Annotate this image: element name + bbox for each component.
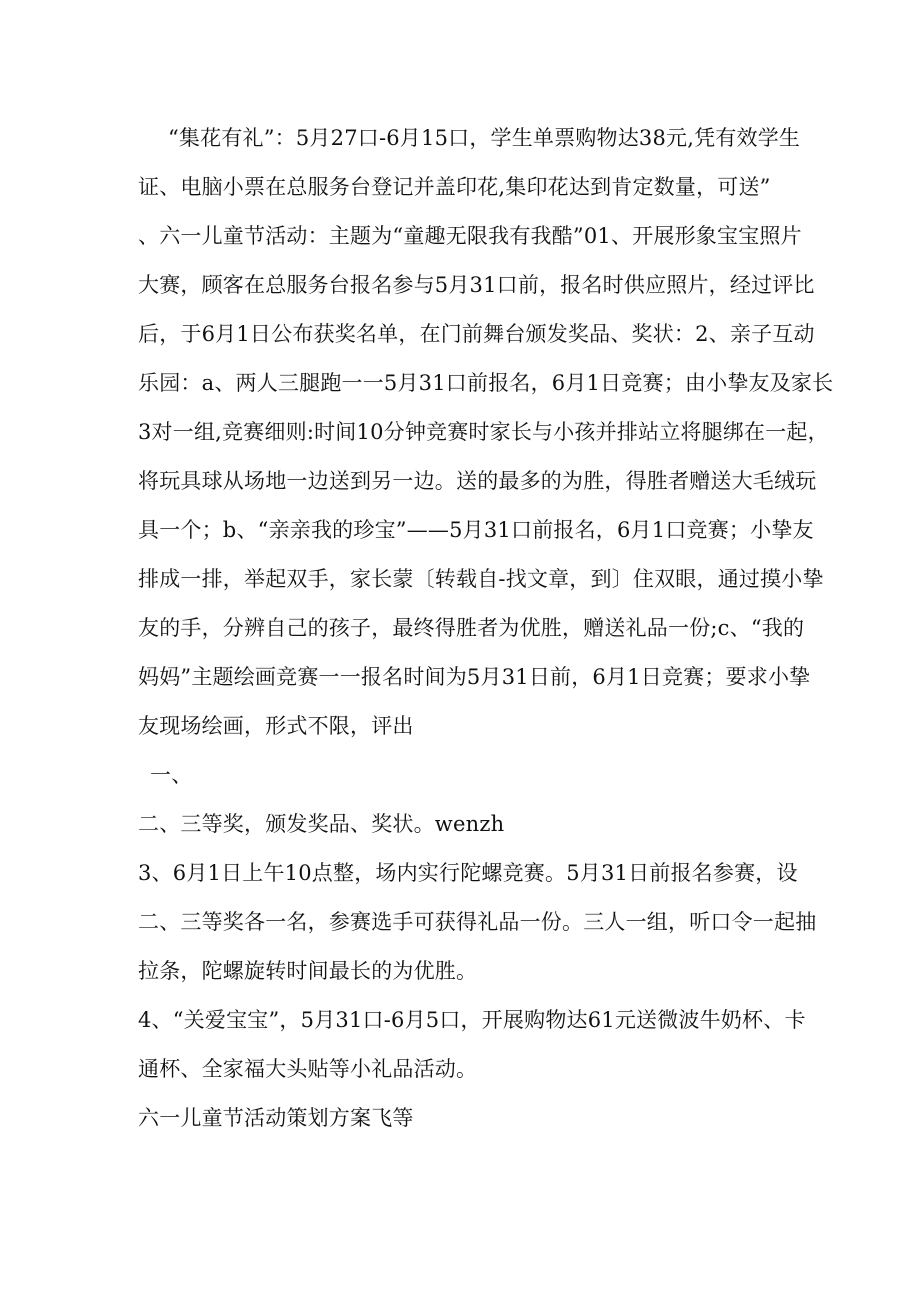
text-line-6: 乐园：a、两人三腿跑一一5月31口前报名，6月1日竞赛；由小挚友及家长: [138, 371, 834, 395]
text-line-11: 友的手，分辨自己的孩子，最终得胜者为优胜，赠送礼品一份;c、“我的: [138, 616, 805, 640]
text-line-8: 将玩具球从场地一边送到另一边。送的最多的为胜，得胜者赠送大毛绒玩: [138, 469, 817, 493]
text-line-3: 、六一儿童节活动：主题为“童趣无限我有我酷”01、开展形象宝宝照片: [138, 224, 802, 248]
text-line-18: 拉条，陀螺旋转时间最长的为优胜。: [138, 959, 478, 983]
text-line-21: 六一儿童节活动策划方案飞等: [138, 1106, 414, 1130]
text-line-12: 妈妈”主题绘画竞赛一一报名时间为5月31日前，6月1日竞赛；要求小挚: [138, 665, 811, 689]
text-line-5: 后，于6月1日公布获奖名单，在门前舞台颁发奖品、奖状：2、亲子互动: [138, 322, 815, 346]
text-line-20: 通杯、全家福大头贴等小礼品活动。: [138, 1057, 478, 1081]
text-line-10: 排成一排，举起双手，家长蒙〔转载自-找文章，到〕住双眼，通过摸小挚: [138, 567, 824, 591]
text-line-7: 3对一组,竞赛细则:时间10分钟竞赛时家长与小孩并排站立将腿绑在一起，: [138, 420, 829, 444]
text-line-4: 大赛，顾客在总服务台报名参与5月31口前，报名时供应照片，经过评比: [138, 273, 815, 297]
text-line-1: “集花有礼”：5月27口-6月15口，学生单票购物达38元,凭有效学生: [168, 126, 801, 150]
text-line-14: 一、: [150, 763, 193, 787]
text-line-17: 二、三等奖各一名，参赛选手可获得礼品一份。三人一组，听口令一起抽: [138, 910, 817, 934]
text-line-19: 4、“关爱宝宝”，5月31口-6月5口，开展购物达61元送微波牛奶杯、卡: [138, 1008, 806, 1032]
text-line-9: 具一个；b、“亲亲我的珍宝”——5月31口前报名，6月1口竞赛；小挚友: [138, 518, 814, 542]
text-line-2: 证、电脑小票在总服务台登记并盖印花,集印花达到肯定数量，可送”: [138, 175, 771, 199]
text-line-16: 3、6月1日上午10点整，场内实行陀螺竞赛。5月31日前报名参赛，设: [138, 861, 798, 885]
text-line-13: 友现场绘画，形式不限，评出: [138, 714, 414, 738]
text-line-15: 二、三等奖，颁发奖品、奖状。wenzh: [138, 812, 505, 836]
